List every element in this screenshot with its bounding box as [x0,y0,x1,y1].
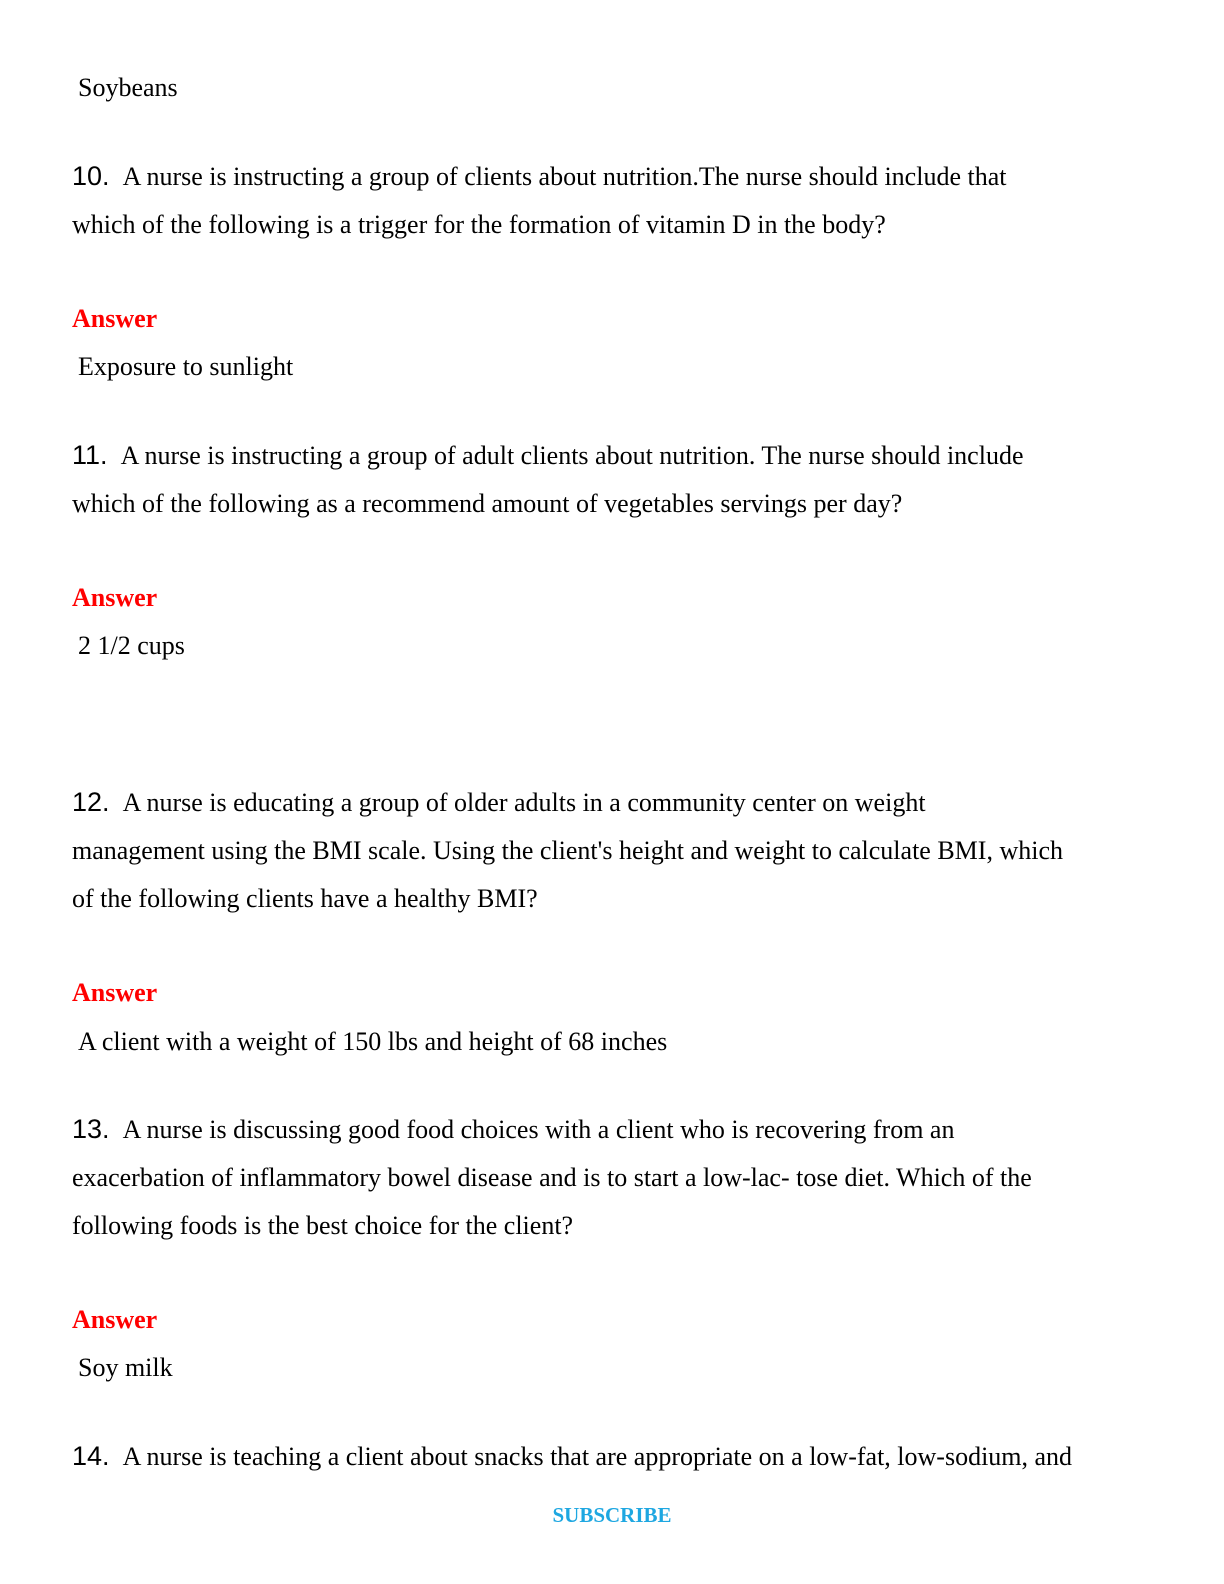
question-number: 13. [72,1114,110,1144]
answer-text-13: Soy milk [78,1353,173,1382]
question-text: A nurse is instructing a group of adult clients about nutrition. The nurse should include [120,441,1024,470]
subscribe-link[interactable]: SUBSCRIBE [552,1503,672,1527]
question-line [72,152,1162,201]
answer-text-10: Exposure to sunlight [78,352,294,381]
question-line [72,875,1162,923]
answer-text-9: Soybeans [78,73,178,102]
question-line [72,778,1162,827]
question-13 [72,1105,1162,1250]
answer-label: Answer [72,304,158,333]
question-number: 14. [72,1441,110,1471]
question-text: A nurse is discussing good food choices with a client who is recovering from an [122,1115,955,1144]
question-line [72,1432,1162,1481]
question-12 [72,778,1162,923]
question-line [72,1105,1162,1154]
answer-label: Answer [72,978,158,1007]
answer-label: Answer [72,583,158,612]
question-line [72,827,1162,875]
question-text: of the following clients have a healthy BMI? [72,884,538,913]
question-line [72,431,1162,480]
question-line [72,1154,1162,1202]
question-text: A nurse is educating a group of older adults in a community center on weight [122,788,926,817]
question-text: exacerbation of inflammatory bowel disease and is to start a low-lac- tose diet. Which of the [72,1163,1032,1192]
question-line [72,480,1162,528]
question-10 [72,152,1162,249]
question-text: management using the BMI scale. Using the client's height and weight to calculate BMI, which [72,836,1063,865]
question-number: 10. [72,161,110,191]
question-line [72,201,1162,249]
question-text: following foods is the best choice for the client? [72,1211,574,1240]
question-number: 12. [72,787,110,817]
question-text: A nurse is instructing a group of clients about nutrition.The nurse should include that [122,162,1007,191]
answer-label: Answer [72,1305,158,1334]
question-number: 11. [72,440,108,470]
question-text: which of the following is a trigger for the formation of vitamin D in the body? [72,210,886,239]
question-line [72,1202,1162,1250]
question-11 [72,431,1162,528]
question-text: A nurse is teaching a client about snacks that are appropriate on a low-fat, low-sodium, and [122,1442,1073,1471]
question-14 [72,1432,1162,1481]
answer-text-12: A client with a weight of 150 lbs and height of 68 inches [78,1027,668,1056]
question-text: which of the following as a recommend amount of vegetables servings per day? [72,489,903,518]
answer-text-11: 2 1/2 cups [78,631,185,660]
